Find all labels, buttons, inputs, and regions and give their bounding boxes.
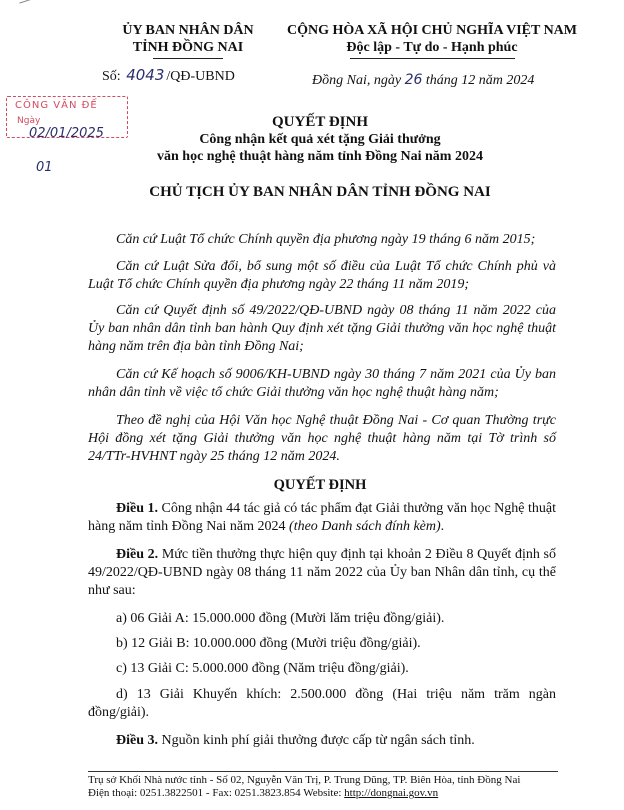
document-title	[130, 114, 510, 165]
date-prefix: Đồng Nai, ngày	[312, 73, 402, 88]
agency-line1: ỦY BAN NHÂN DÂN	[122, 23, 254, 38]
stamp-title: CÔNG VĂN ĐẾ	[15, 100, 98, 111]
decision-heading: QUYẾT ĐỊNH	[273, 477, 367, 493]
article-2	[88, 546, 556, 600]
country-name: CỘNG HÒA XÃ HỘI CHỦ NGHĨA VIỆT NAM	[286, 23, 577, 38]
national-motto	[282, 22, 582, 59]
article-3-text: Nguồn kinh phí giải thưởng được cấp từ ngân sách tỉnh.	[158, 733, 475, 748]
basis-4: Căn cứ Kế hoạch số 9006/KH-UBND ngày 30 tháng 7 năm 2021 của Ủy ban nhân dân tỉnh về việc tổ chức Giải thưởng văn học nghệ thuật hàng năm;	[88, 367, 556, 400]
title-sub1: Công nhận kết quả xét tặng Giải thưởng	[199, 132, 441, 147]
title-main: QUYẾT ĐỊNH	[272, 114, 368, 130]
stamp-date-row	[17, 116, 127, 141]
footer-phone: Điện thoại: 0251.3822501 - Fax: 0251.3823.854 Website:	[88, 787, 345, 799]
basis-3: Căn cứ Quyết định số 49/2022/QĐ-UBND ngày 08 tháng 11 năm 2022 của Ủy ban nhân dân tỉnh ban hành Quy định xét tặng Giải thưởng văn học nghệ thuật hàng năm trên địa bàn tỉnh Đồng Nai;	[88, 303, 556, 354]
scan-mark	[19, 0, 36, 9]
footer-address: Trụ sở Khối Nhà nước tỉnh - Số 02, Nguyễn Văn Trị, P. Trung Dũng, TP. Biên Hòa, tỉnh Đồng Nai	[88, 774, 521, 786]
prize-a: a) 06 Giải A: 15.000.000 đồng (Mười lăm triệu đồng/giải).	[116, 611, 445, 626]
motto: Độc lập - Tự do - Hạnh phúc	[346, 40, 518, 55]
title-sub2: văn học nghệ thuật hàng năm tỉnh Đồng Nai năm 2024	[157, 149, 483, 164]
stamp-date: 02/01/2025	[29, 126, 104, 141]
issuing-agency	[88, 22, 288, 59]
article-1: Điều 1. Công nhận 44 tác giả có tác phẩm đạt Giải thưởng văn học Nghệ thuật hàng năm tỉnh Đồng Nai năm 2024 (theo Danh sách đính kèm).	[88, 501, 556, 534]
footer-contact	[88, 787, 558, 799]
article-3-label: Điều 3.	[116, 733, 158, 748]
date-rest: tháng 12 năm 2024	[425, 73, 535, 88]
article-3	[88, 732, 556, 750]
number-handwritten: 4043	[126, 66, 165, 84]
footer-divider	[88, 771, 558, 772]
number-suffix: /QĐ-UBND	[166, 69, 235, 84]
document-number	[102, 66, 235, 85]
stamp-number-handwritten: 01	[36, 160, 53, 175]
received-stamp	[6, 96, 128, 141]
article-1-note: (theo Danh sách đính kèm)	[289, 519, 441, 534]
prize-d: d) 13 Giải Khuyến khích: 2.500.000 đồng (Hai triệu năm trăm ngàn đồng/giải).	[88, 687, 556, 720]
agency-underline	[153, 58, 223, 59]
footer-website-link[interactable]: http://dongnai.gov.vn	[344, 787, 439, 799]
issuer-heading: CHỦ TỊCH ỦY BAN NHÂN DÂN TỈNH ĐỒNG NAI	[149, 184, 491, 200]
number-prefix: Số:	[102, 69, 121, 84]
stamp-date-label: Ngày	[17, 116, 41, 126]
article-2-text: Mức tiền thưởng thực hiện quy định tại khoản 2 Điều 8 Quyết định số 49/2022/QĐ-UBND ngày 08 tháng 11 năm 2022 của Ủy ban Nhân dân tỉnh, cụ thể như sau:	[88, 547, 557, 598]
basis-1: Căn cứ Luật Tổ chức Chính quyền địa phương ngày 19 tháng 6 năm 2015;	[116, 232, 536, 247]
prize-c: c) 13 Giải C: 5.000.000 đồng (Năm triệu đồng/giải).	[116, 661, 409, 676]
article-1-label: Điều 1.	[116, 501, 159, 516]
date-day-handwritten: 26	[404, 72, 423, 88]
document-date	[312, 72, 534, 89]
motto-underline	[350, 58, 515, 59]
prize-b: b) 12 Giải B: 10.000.000 đồng (Mười triệu đồng/giải).	[116, 636, 421, 651]
article-1-text: Công nhận 44 tác giả có tác phẩm đạt Giải thưởng văn học Nghệ thuật hàng năm tỉnh Đồng Nai năm 2024	[88, 501, 556, 534]
basis-2: Căn cứ Luật Sửa đổi, bổ sung một số điều của Luật Tổ chức Chính phủ và Luật Tổ chức Chính quyền địa phương ngày 22 tháng 11 năm 2019;	[88, 259, 556, 292]
basis-5: Theo đề nghị của Hội Văn học Nghệ thuật Đồng Nai - Cơ quan Thường trực Hội đồng xét tặng Giải thưởng văn học nghệ thuật hàng năm tại Tờ trình số 24/TTr-HVHNT ngày 25 tháng 12 năm 2024.	[88, 413, 556, 464]
article-2-label: Điều 2.	[116, 547, 159, 562]
agency-line2: TỈNH ĐỒNG NAI	[132, 40, 244, 55]
